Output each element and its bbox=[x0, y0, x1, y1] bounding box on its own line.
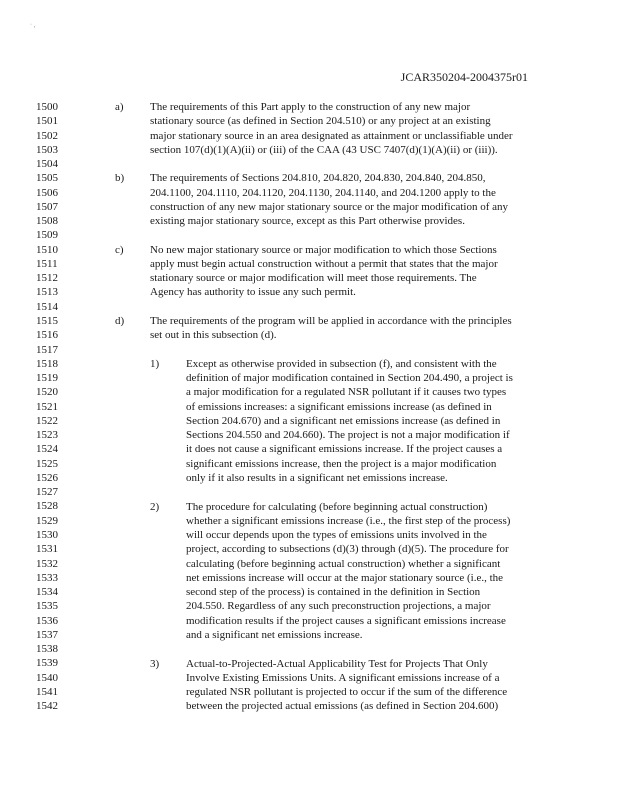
paragraph-label: b) bbox=[115, 172, 125, 185]
text-line: set out in this subsection (d). bbox=[150, 329, 277, 342]
paragraph-label: d) bbox=[115, 315, 125, 328]
line-number: 1521 bbox=[36, 400, 58, 413]
line-number: 1538 bbox=[36, 643, 58, 656]
text-line: 204.550. Regardless of any such preconstruction projections, a major bbox=[186, 600, 491, 613]
text-line: second step of the process) is contained in the definition in Section bbox=[186, 586, 481, 599]
text-line: whether a significant emissions increase (i.e., the first step of the process) bbox=[186, 514, 511, 527]
line-number: 1502 bbox=[36, 129, 58, 142]
text-line: Involve Existing Emissions Units. A significant emissions increase of a bbox=[186, 671, 500, 684]
line-number: 1522 bbox=[36, 414, 58, 427]
text-line: regulated NSR pollutant is projected to occur if the sum of the difference bbox=[186, 686, 508, 699]
text-line: Section 204.670) and a significant net emissions increase (as defined in bbox=[186, 414, 501, 427]
line-number: 1500 bbox=[36, 101, 58, 113]
paragraph-text bbox=[150, 243, 560, 300]
line-number: 1536 bbox=[36, 614, 58, 627]
line-number: 1540 bbox=[36, 671, 58, 684]
text-line: Actual-to-Projected-Actual Applicability Test for Projects That Only bbox=[186, 657, 488, 670]
line-number: 1507 bbox=[36, 200, 58, 213]
text-line: Except as otherwise provided in subsection (f), and consistent with the bbox=[186, 357, 497, 370]
line-number: 1534 bbox=[36, 586, 58, 599]
text-line: stationary source (as defined in Section 204.510) or any project at an existing bbox=[150, 115, 491, 128]
line-number: 1533 bbox=[36, 571, 58, 584]
line-number: 1525 bbox=[36, 457, 58, 470]
line-number: 1505 bbox=[36, 172, 58, 185]
line-number: 1531 bbox=[36, 543, 58, 556]
paragraph-label: c) bbox=[115, 243, 124, 256]
paragraph-text bbox=[150, 171, 560, 228]
line-number: 1512 bbox=[36, 272, 58, 285]
line-number: 1514 bbox=[36, 300, 58, 313]
paragraph-text bbox=[150, 100, 560, 157]
subparagraph-label: 2) bbox=[150, 500, 160, 513]
line-number: 1532 bbox=[36, 557, 58, 570]
text-line: of emissions increases: a significant emissions increase (as defined in bbox=[186, 400, 492, 413]
line-number: 1511 bbox=[36, 257, 58, 270]
line-number: 1523 bbox=[36, 429, 58, 442]
line-number: 1541 bbox=[36, 685, 58, 698]
line-number: 1515 bbox=[36, 314, 58, 327]
document-id: JCAR350204-2004375r01 bbox=[400, 70, 528, 84]
line-number: 1520 bbox=[36, 386, 58, 399]
text-line: 204.1100, 204.1110, 204.1120, 204.1130, 204.1140, and 204.1200 apply to the bbox=[150, 186, 496, 199]
text-line: a major modification for a regulated NSR pollutant if it causes two types bbox=[186, 386, 507, 399]
line-number: 1508 bbox=[36, 215, 58, 228]
text-line: The requirements of the program will be applied in accordance with the principles bbox=[150, 315, 512, 328]
text-line: project, according to subsections (d)(3) through (d)(5). The procedure for bbox=[186, 543, 509, 556]
text-line: Sections 204.550 and 204.660). The project is not a major modification if bbox=[186, 429, 510, 442]
line-number: 1527 bbox=[36, 486, 58, 499]
text-line: between the projected actual emissions (as defined in Section 204.600) bbox=[186, 700, 499, 713]
line-number: 1517 bbox=[36, 343, 58, 356]
paragraph-label: a) bbox=[115, 101, 124, 113]
subparagraph-text bbox=[186, 357, 521, 485]
text-line: The requirements of Sections 204.810, 204.820, 204.830, 204.840, 204.850, bbox=[150, 172, 486, 185]
text-line: it does not cause a significant emissions increase. If the project causes a bbox=[186, 443, 503, 456]
text-line: net emissions increase will occur at the major stationary source (i.e., the bbox=[186, 571, 504, 584]
line-number: 1539 bbox=[36, 657, 58, 670]
line-number: 1542 bbox=[36, 700, 58, 713]
line-number: 1516 bbox=[36, 329, 58, 342]
line-number: 1524 bbox=[36, 443, 58, 456]
line-number-column bbox=[36, 100, 70, 713]
line-number: 1519 bbox=[36, 372, 58, 385]
subparagraph-label: 3) bbox=[150, 657, 160, 670]
text-line: only if it also results in a significant net emissions increase. bbox=[186, 471, 448, 484]
line-number: 1530 bbox=[36, 528, 58, 541]
line-number: 1509 bbox=[36, 229, 58, 242]
text-line: Agency has authority to issue any such permit. bbox=[150, 286, 356, 299]
text-line: and a significant net emissions increase. bbox=[186, 628, 363, 641]
text-line: definition of major modification contained in Section 204.490, a project is bbox=[186, 372, 513, 385]
line-number: 1501 bbox=[36, 115, 58, 128]
line-number: 1528 bbox=[36, 500, 58, 513]
line-number: 1510 bbox=[36, 243, 58, 256]
text-line: apply must begin actual construction without a permit that states that the major bbox=[150, 257, 498, 270]
line-number: 1526 bbox=[36, 471, 58, 484]
text-line: stationary source or major modification will meet those requirements. The bbox=[150, 272, 477, 285]
text-line: No new major stationary source or major modification to which those Sections bbox=[150, 243, 497, 256]
line-number: 1535 bbox=[36, 600, 58, 613]
line-number: 1513 bbox=[36, 286, 58, 299]
subparagraph-text bbox=[186, 500, 521, 643]
subparagraph-text bbox=[186, 657, 521, 714]
paragraph-text bbox=[150, 314, 560, 343]
text-line: significant emissions increase, then the project is a major modification bbox=[186, 457, 497, 470]
scan-specks: · ¸ bbox=[30, 22, 36, 28]
text-line: The procedure for calculating (before beginning actual construction) bbox=[186, 500, 488, 513]
text-line: modification results if the project causes a significant emissions increase bbox=[186, 614, 506, 627]
text-line: calculating (before beginning actual construction) whether a significant bbox=[186, 557, 501, 570]
text-line: existing major stationary source, except as this Part otherwise provides. bbox=[150, 215, 465, 228]
text-line: construction of any new major stationary source or the major modification of any bbox=[150, 200, 509, 213]
subparagraph-label: 1) bbox=[150, 357, 160, 370]
text-line: will occur depends upon the types of emissions units involved in the bbox=[186, 529, 487, 542]
text-line: section 107(d)(1)(A)(ii) or (iii) of the CAA (43 USC 7407(d)(1)(A)(ii) or (iii)). bbox=[150, 143, 498, 156]
line-number: 1537 bbox=[36, 628, 58, 641]
text-line: major stationary source in an area designated as attainment or unclassifiable under bbox=[150, 129, 513, 142]
line-number: 1506 bbox=[36, 186, 58, 199]
line-number: 1503 bbox=[36, 143, 58, 156]
line-number: 1518 bbox=[36, 357, 58, 370]
line-number: 1529 bbox=[36, 514, 58, 527]
text-line: The requirements of this Part apply to the construction of any new major bbox=[150, 101, 471, 113]
line-number: 1504 bbox=[36, 158, 58, 171]
